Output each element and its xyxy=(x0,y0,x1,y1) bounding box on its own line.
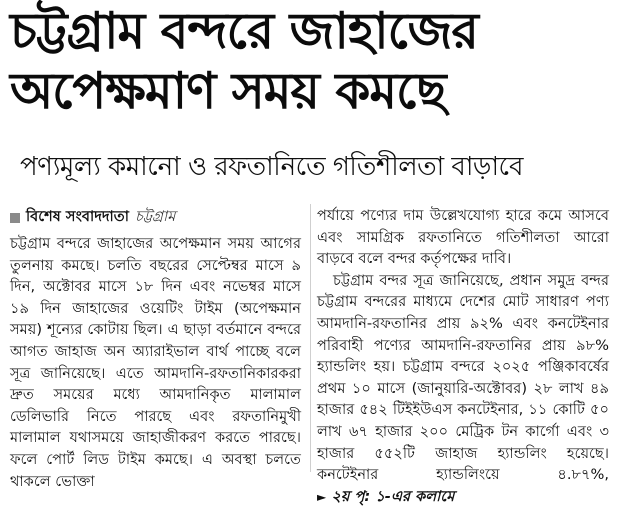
article-column-left xyxy=(10,233,301,492)
article-paragraph: পর্যায়ে পণ্যের দাম উল্লেখযোগ্য হারে কমে আসবে এবং সামগ্রিক রফতানিতে গতিশীলতা আরো বাড়বে বলে বন্দর কর্তৃপক্ষের দাবি। xyxy=(317,207,609,268)
article-paragraph: চট্টগ্রাম বন্দরে জাহাজের অপেক্ষমান সময় আগের তুলনায় কমছে। চলতি বছরের সেপ্টেম্বর মাসে ৯ দিন, অক্টোবর মাসে ১৮ দিন এবং নভেম্বর মাসে ১৯ দিন জাহাজের ওয়েটিং টাইম (অপেক্ষমান সময়) শূন্যের কোটায় ছিল। এ ছাড়া বর্তমানে বন্দরে আগত জাহাজ অন অ্যারাইভাল বার্থ পাচ্ছে বলে সূত্র জানিয়েছে। এতে আমদানি-রফতানিকারকরা দ্রুত সময়ের মধ্যে আমদানিকৃত মালামাল ডেলিভারি নিতে পারছে এবং রফতানিমুখী মালামাল যথাসময়ে জাহাজীকরণ করতে পারছে। ফলে পোর্ট লিড টাইম কমছে। এ অবস্থা চলতে থাকলে ভোক্তা xyxy=(10,235,301,490)
byline xyxy=(10,206,175,230)
subheadline: পণ্যমূল্য কমানো ও রফতানিতে গতিশীলতা বাড়াবে xyxy=(20,152,523,182)
byline-location: চট্টগ্রাম xyxy=(134,208,176,225)
continued-text: ২য় পৃ: ১-এর কলামে xyxy=(331,487,455,505)
article-paragraph xyxy=(317,270,609,508)
square-icon xyxy=(10,213,20,223)
article-column-right xyxy=(317,205,609,508)
byline-reporter: বিশেষ সংবাদদাতা xyxy=(26,208,129,225)
headline-line-2: অপেক্ষমাণ সময় কমছে xyxy=(10,62,446,120)
column-divider xyxy=(310,204,311,472)
article-paragraph-text: চট্টগ্রাম বন্দর সূত্র জানিয়েছে, প্রধান সমুদ্র বন্দর চট্টগ্রাম বন্দরের মাধ্যমে দেশের মোট সাধারণ পণ্য আমদানি-রফতানির প্রায় ৯২% এবং কনটেইনার পরিবাহী পণ্যের আমদানি-রফতানির প্রায় ৯৮% হ্যান্ডলিং হয়। চট্টগ্রাম বন্দরে ২০২৫ পঞ্জিকাবর্ষের প্রথম ১০ মাসে (জানুয়ারি-অক্টোবর) ২৮ লাখ ৪৯ হাজার ৫৪২ টিইইউএস কনটেইনার, ১১ কোটি ৫০ লাখ ৬৭ হাজার ২০০ মেট্রিক টন কার্গো এবং ৩ হাজার ৫৫২টি জাহাজ হ্যান্ডলিং হয়েছে। কনটেইনার হ্যান্ডলিংয়ে ৪.৮৭%, xyxy=(317,271,609,484)
continued-arrow-icon: ► xyxy=(317,489,327,504)
headline-line-1: চট্টগ্রাম বন্দরে জাহাজের xyxy=(10,2,478,60)
continued-link[interactable] xyxy=(317,488,454,505)
